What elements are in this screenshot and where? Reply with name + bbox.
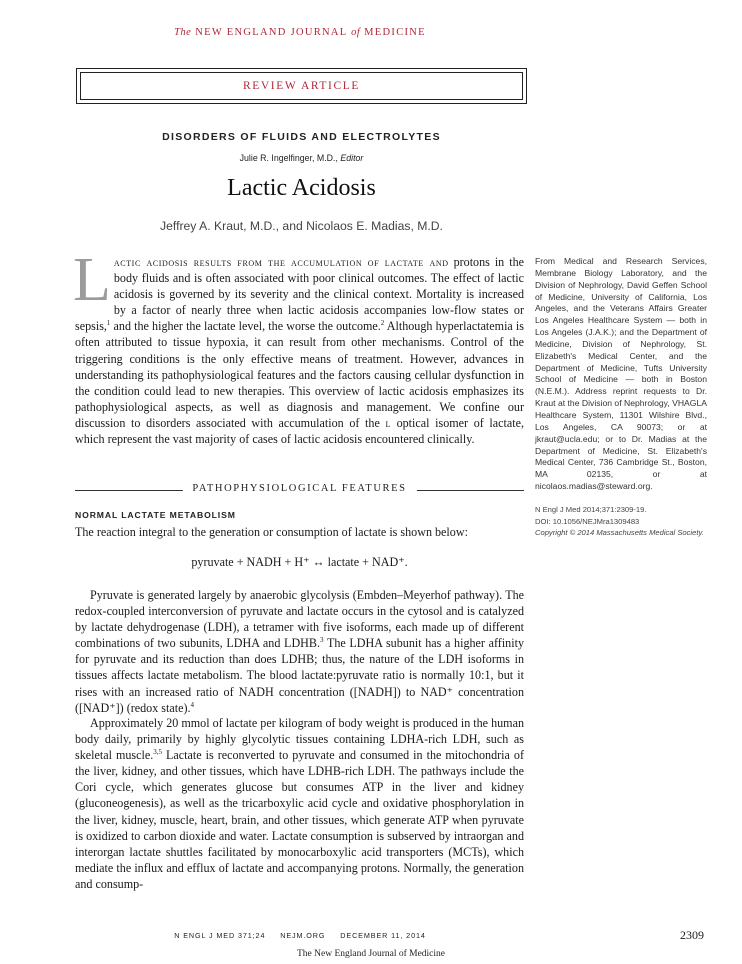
intro-text-2: and the higher the lactate level, the worse the outcome. <box>110 319 381 334</box>
intro-text-1: protons in the body fluids and is often associated with poor clinical outcomes. The effect of lactic acidosis is governed by its severity and the clinical context. Mortality is increased by a factor of nearly three when lactic acidosis accompanies low-flow states or sepsis, <box>75 255 524 334</box>
editor-line <box>76 153 527 163</box>
intro-paragraph <box>73 246 524 447</box>
article-type-box <box>76 68 527 104</box>
ref-2[interactable]: 2 <box>380 319 385 328</box>
bottom-journal-name: The New England Journal of Medicine <box>297 949 445 959</box>
running-head <box>0 27 600 38</box>
running-head-prefix: The <box>174 27 192 38</box>
paragraph-2 <box>75 587 524 716</box>
paragraph-3-text-2: Lactate is reconverted to pyruvate and consumed in the mitochondria of the liver, kidney, and other tissues, which have LDHB-rich LDH. The pathways include the Cori cycle, which generates glucose but consumes ATP in the liver and kidney (gluconeogenesis), as well as the tricarboxylic acid cycle and oxidative phosphorylation in the liver, kidney, muscle, heart, brain, and other tissues, which generate ATP when pyruvate is oxidized to carbon dioxide and water. Lactate consumption is subserved by intraorgan and interorgan lactate shuttles facilitated by monocarboxylic acid transporters (MCTs), which mediate the influx and efflux of lactate and accompanying protons. Normally, the generation and consump- <box>75 748 524 891</box>
ref-4[interactable]: 4 <box>190 700 195 709</box>
footer <box>0 931 600 940</box>
editor-name: Julie R. Ingelfinger, M.D., <box>239 153 338 163</box>
section-heading <box>75 482 524 500</box>
footer-date: DECEMBER 11, 2014 <box>340 931 426 940</box>
article-title: Lactic Acidosis <box>227 175 376 201</box>
paragraph-2-text-1: Pyruvate is generated largely by anaerobic glycolysis (Embden–Meyerhof pathway). The redox-coupled interconversion of pyruvate and lactate occurs in the cytosol and is catalyzed by lactate dehydrogenase (LDH), a tetramer with five isoforms, each made up of different combinations of two subunits, LDHA and LDHB. <box>75 588 524 651</box>
paragraph-2-text-2: The LDHA subunit has a higher affinity for pyruvate and its reduction than does LDHB; thus, the nature of the LDH isoforms in tissues affects lactate metabolism. The blood lactate:pyruvate ratio is normally 10:1, but it rises with an increased ratio of NADH concentration ([NADH]) to NAD⁺ concentration ([NAD⁺]) (redox state). <box>75 636 524 715</box>
page-number: 2309 <box>680 928 704 942</box>
drop-cap: L <box>73 246 111 314</box>
footer-issue: N ENGL J MED 371;24 <box>174 931 266 940</box>
intro-text-4: optical isomer of lactate, which represent the vast majority of cases of lactic acidosis encountered clinically. <box>75 415 524 447</box>
doi[interactable]: DOI: 10.1056/NEJMra1309483 <box>535 516 640 526</box>
paragraph-3 <box>75 715 524 892</box>
intro-text-3: Although hyperlactatemia is often attributed to tissue hypoxia, it can result from other mechanisms. Control of the triggering conditions is the only effective means of treatment. However, advances in understanding its pathophysiological features and the factors causing cellular dysfunction in the condition could lead to new therapies. This overview of lactic acidosis emphasizes its pathophysiological aspects, as well as diagnosis and management. We confine our discussion to disorders associated with accumulation of the <box>75 319 524 430</box>
editor-role: Editor <box>340 153 364 163</box>
section-heading-label: PATHOPHYSIOLOGICAL FEATURES <box>182 483 416 494</box>
running-head-middle: NEW ENGLAND JOURNAL <box>195 27 348 38</box>
subheading: NORMAL LACTATE METABOLISM <box>75 510 236 520</box>
equation: pyruvate + NADH + H⁺ ↔ lactate + NAD⁺. <box>191 555 408 569</box>
series-title: DISORDERS OF FLUIDS AND ELECTROLYTES <box>162 131 441 143</box>
copyright: Copyright © 2014 Massachusetts Medical Society. <box>535 528 704 538</box>
citation: N Engl J Med 2014;371:2309-19. <box>535 505 647 514</box>
paragraph-1: The reaction integral to the generation or consumption of lactate is shown below: <box>75 525 468 539</box>
l-isomer: l <box>385 415 391 430</box>
article-type-label: REVIEW ARTICLE <box>80 72 523 100</box>
citation-block <box>535 504 707 539</box>
ref-3-5[interactable]: 3,5 <box>153 748 162 757</box>
footer-site[interactable]: NEJM.ORG <box>280 931 326 940</box>
ref-3[interactable]: 3 <box>320 636 324 645</box>
running-head-of: of <box>351 27 361 38</box>
ref-1[interactable]: 1 <box>106 319 111 328</box>
authors: Jeffrey A. Kraut, M.D., and Nicolaos E. Madias, M.D. <box>160 219 443 233</box>
intro-lead: actic acidosis results from the accumulation of lactate and <box>113 255 449 269</box>
paragraph-3-text-1: Approximately 20 mmol of lactate per kilogram of body weight is produced in the human body daily, primarily by highly glycolytic tissues containing LDHA-rich LDH, such as skeletal muscle. <box>75 716 524 763</box>
author-affiliation: From Medical and Research Services, Membrane Biology Laboratory, and the Division of Nephrology, David Geffen School of Medicine, University of California, Los Angeles, and the Veterans Affairs Greater Los Angeles Healthcare System — both in Los Angeles (J.A.K.); and the Department of Medicine, Division of Nephrology, St. Elizabeth's Medical Center, and the Department of Medicine, Tufts University School of Medicine — both in Boston (N.E.M.). Address reprint requests to Dr. Kraut at the Division of Nephrology, VHAGLA Healthcare System, 11301 Wilshire Blvd., Los Angeles, CA 90073; or at jkraut@ucla.edu; or to Dr. Madias at the Department of Medicine, St. Elizabeth's Medical Center, 736 Cambridge St., Boston, MA 02135, or at nicolaos.madias@steward.org. <box>535 256 707 492</box>
running-head-suffix: MEDICINE <box>364 27 426 38</box>
